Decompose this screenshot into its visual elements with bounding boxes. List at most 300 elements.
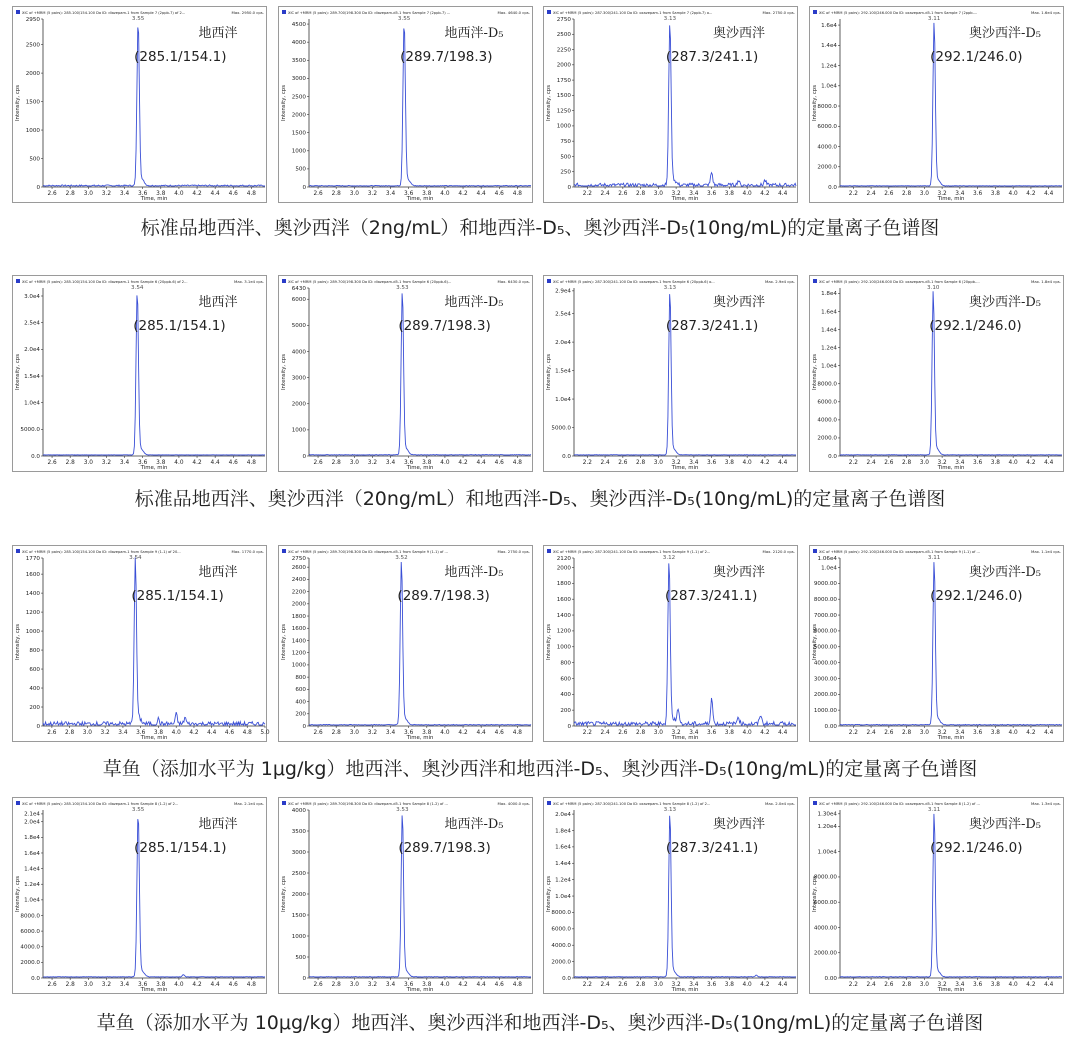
panel-header: XIC of +MRM (5 pairs): 287.300/241.100 Da ID: oxazepam-1 from Sample 9 (1-1) of 2... bbox=[553, 550, 711, 554]
x-tick-label: 4.8 bbox=[512, 191, 523, 197]
compound-name: 地西泮-D₅ bbox=[444, 565, 504, 580]
chromatogram-panel bbox=[278, 275, 533, 472]
peak-retention-label: 3.13 bbox=[663, 285, 677, 291]
chromatogram-trace bbox=[309, 562, 531, 725]
peak-retention-label: 3.55 bbox=[397, 16, 411, 22]
peak-retention-label: 3.55 bbox=[131, 16, 145, 22]
x-tick-label: 3.0 bbox=[653, 982, 663, 988]
y-tick-label: 2500 bbox=[25, 42, 40, 49]
y-tick-label: 1000 bbox=[25, 127, 40, 134]
y-tick-label: 2000 bbox=[291, 112, 306, 119]
x-tick-label: 3.0 bbox=[349, 460, 359, 466]
y-tick-label: 2500 bbox=[291, 94, 306, 101]
y-tick-label: 1.2e4 bbox=[24, 882, 40, 889]
y-tick-label: 4000.0 bbox=[551, 943, 571, 950]
y-tick-label: 4000 bbox=[291, 349, 306, 356]
y-tick-label: 500 bbox=[295, 954, 306, 961]
y-tick-label: 1400 bbox=[25, 590, 40, 597]
y-tick-label: 4000.0 bbox=[817, 144, 837, 151]
y-tick-label: 500 bbox=[560, 154, 571, 161]
y-tick-label: 2000 bbox=[556, 565, 571, 572]
x-tick-label: 4.4 bbox=[207, 730, 217, 736]
x-tick-label: 2.4 bbox=[866, 191, 876, 197]
x-tick-label: 3.8 bbox=[156, 191, 166, 197]
panel-header: XIC of +MRM (5 pairs): 292.100/246.000 Da ID: oxazepam-d5-1 from Sample 8 (1-2) of ... bbox=[819, 802, 980, 806]
x-tick-label: 3.6 bbox=[404, 460, 414, 466]
x-tick-label: 3.4 bbox=[955, 982, 965, 988]
x-tick-label: 4.0 bbox=[440, 982, 450, 988]
chromatogram-panel bbox=[809, 275, 1064, 472]
panel-header: XIC of +MRM (5 pairs): 292.100/246.000 Da ID: oxazepam-d5-1 from Sample 9 (1-1) of ... bbox=[819, 550, 980, 554]
x-tick-label: 3.8 bbox=[990, 730, 1001, 736]
x-tick-label: 4.2 bbox=[760, 460, 770, 466]
peak-retention-label: 3.10 bbox=[927, 285, 940, 291]
y-tick-label: 1800 bbox=[556, 581, 571, 588]
panel-header: XIC of +MRM (5 pairs): 287.300/241.100 Da ID: oxazepam-1 from Sample 6 (20ppb-6) o... bbox=[553, 280, 715, 284]
y-tick-label: 1.0e4 bbox=[821, 83, 837, 90]
x-axis-label: Time, min bbox=[406, 465, 434, 471]
chromatogram-svg bbox=[279, 798, 534, 995]
y-tick-label: 1.2e4 bbox=[821, 63, 837, 70]
x-tick-label: 3.2 bbox=[101, 460, 112, 466]
chromatogram-svg bbox=[13, 7, 268, 204]
mrm-transition: (292.1/246.0) bbox=[930, 840, 1023, 856]
x-tick-label: 3.0 bbox=[349, 730, 359, 736]
y-tick-label: 200 bbox=[29, 704, 40, 711]
y-tick-label: 0.00 bbox=[824, 975, 837, 982]
x-tick-label: 4.2 bbox=[1026, 730, 1036, 736]
x-tick-label: 4.8 bbox=[242, 730, 252, 736]
chromatogram-panel bbox=[12, 797, 267, 994]
x-tick-label: 3.0 bbox=[919, 191, 929, 197]
y-tick-label: 250 bbox=[560, 169, 571, 176]
y-tick-label: 0 bbox=[567, 723, 571, 730]
chromatogram-trace bbox=[43, 557, 265, 725]
header-marker-icon bbox=[547, 549, 551, 553]
chromatogram-trace bbox=[840, 23, 1062, 186]
x-tick-label: 2.6 bbox=[618, 460, 628, 466]
x-tick-label: 2.6 bbox=[313, 982, 323, 988]
header-marker-icon bbox=[282, 10, 286, 14]
chromatogram-svg bbox=[810, 546, 1065, 743]
x-tick-label: 2.6 bbox=[884, 191, 894, 197]
y-tick-label: 1.0e4 bbox=[821, 565, 837, 572]
x-tick-label: 2.4 bbox=[866, 982, 876, 988]
chromatogram-panel bbox=[12, 6, 267, 203]
y-tick-label: 0.0 bbox=[562, 975, 571, 982]
x-axis-label: Time, min bbox=[140, 196, 168, 202]
x-tick-label: 4.4 bbox=[1044, 982, 1054, 988]
x-tick-label: 4.2 bbox=[1026, 191, 1036, 197]
x-tick-label: 3.4 bbox=[385, 982, 396, 988]
x-tick-label: 2.6 bbox=[884, 982, 894, 988]
max-intensity: Max. 1.6e4 cps. bbox=[1031, 10, 1061, 15]
y-tick-label: 6000.00 bbox=[813, 628, 837, 635]
panel-header: XIC of +MRM (5 pairs): 289.700/198.300 Da ID: diazepam-d5-1 from Sample 6 (20ppb-6)... bbox=[288, 280, 452, 284]
mrm-transition: (285.1/154.1) bbox=[134, 840, 227, 856]
x-tick-label: 2.6 bbox=[884, 460, 894, 466]
y-tick-label: 2000 bbox=[556, 62, 571, 69]
y-tick-label: 6000.0 bbox=[20, 928, 40, 935]
x-tick-label: 3.0 bbox=[349, 982, 359, 988]
peak-retention-label: 3.11 bbox=[927, 807, 941, 813]
chromatogram-svg bbox=[544, 276, 799, 473]
x-tick-label: 2.8 bbox=[331, 982, 341, 988]
x-tick-label: 4.8 bbox=[246, 460, 257, 466]
chromatogram-svg bbox=[279, 276, 534, 473]
x-tick-label: 3.2 bbox=[367, 191, 378, 197]
x-tick-label: 3.2 bbox=[367, 730, 378, 736]
x-tick-label: 4.0 bbox=[174, 460, 184, 466]
y-tick-label: 1.2e4 bbox=[821, 345, 837, 352]
x-tick-label: 2.6 bbox=[47, 191, 57, 197]
chromatogram-panel bbox=[278, 6, 533, 203]
y-tick-label: 5000.0 bbox=[551, 425, 571, 432]
y-axis-label: Intensity, cps bbox=[812, 623, 818, 661]
y-axis-label: Intensity, cps bbox=[15, 875, 21, 913]
y-tick-label: 2500 bbox=[556, 32, 571, 39]
x-tick-label: 3.4 bbox=[689, 460, 699, 466]
x-tick-label: 3.8 bbox=[990, 460, 1001, 466]
y-tick-label: 800 bbox=[29, 647, 40, 654]
x-tick-label: 3.8 bbox=[156, 982, 166, 988]
y-tick-label: 1600 bbox=[25, 571, 40, 578]
peak-retention-label: 3.52 bbox=[395, 555, 408, 561]
y-axis-label: Intensity, cps bbox=[812, 84, 818, 122]
y-tick-label: 3000.00 bbox=[813, 676, 837, 683]
x-tick-label: 4.8 bbox=[512, 460, 523, 466]
x-tick-label: 2.8 bbox=[901, 982, 912, 988]
row-caption: 标准品地西泮、奥沙西泮（20ng/mL）和地西泮-D₅、奥沙西泮-D₅(10ng/mL)的定量离子色谱图 bbox=[134, 488, 946, 510]
y-tick-label: 9000.00 bbox=[813, 581, 837, 588]
y-tick-label: 1000 bbox=[25, 628, 40, 635]
x-tick-label: 3.8 bbox=[422, 191, 432, 197]
x-tick-label: 4.4 bbox=[210, 191, 220, 197]
y-tick-label: 1.6e4 bbox=[555, 844, 571, 851]
x-tick-label: 3.2 bbox=[101, 982, 112, 988]
y-axis-label: Intensity, cps bbox=[281, 875, 287, 913]
x-tick-label: 3.0 bbox=[82, 730, 93, 736]
x-axis-label: Time, min bbox=[937, 196, 965, 202]
x-tick-label: 3.4 bbox=[955, 460, 965, 466]
x-tick-label: 3.8 bbox=[422, 730, 432, 736]
y-tick-label: 1000 bbox=[291, 933, 306, 940]
x-tick-label: 2.2 bbox=[582, 191, 592, 197]
x-tick-label: 2.2 bbox=[848, 191, 858, 197]
x-tick-label: 4.0 bbox=[742, 191, 752, 197]
y-tick-label: 800 bbox=[560, 660, 571, 667]
y-axis-label: Intensity, cps bbox=[812, 353, 818, 391]
x-tick-label: 3.0 bbox=[653, 191, 663, 197]
y-tick-label: 0 bbox=[36, 184, 40, 191]
x-tick-label: 3.0 bbox=[919, 982, 929, 988]
x-tick-label: 3.2 bbox=[937, 191, 947, 197]
y-tick-label: 4500 bbox=[291, 21, 306, 28]
x-tick-label: 3.4 bbox=[119, 191, 130, 197]
panel-header: XIC of +MRM (5 pairs): 285.100/154.100 Da ID: diazepam-1 from Sample 8 (1-2) of 2... bbox=[22, 802, 179, 806]
peak-retention-label: 3.53 bbox=[396, 807, 409, 813]
y-tick-label: 1.4e4 bbox=[821, 327, 837, 334]
x-tick-label: 2.8 bbox=[901, 730, 912, 736]
x-tick-label: 3.4 bbox=[118, 730, 128, 736]
y-tick-label: 6000 bbox=[291, 297, 306, 304]
y-tick-label: 1000 bbox=[291, 662, 306, 669]
mrm-transition: (289.7/198.3) bbox=[398, 840, 491, 856]
x-tick-label: 4.8 bbox=[512, 730, 523, 736]
x-tick-label: 2.6 bbox=[884, 730, 894, 736]
x-tick-label: 3.0 bbox=[919, 460, 929, 466]
max-intensity: Max. 1.1e4 cps. bbox=[1031, 549, 1061, 554]
x-tick-label: 2.8 bbox=[65, 982, 75, 988]
chromatogram-trace bbox=[840, 562, 1062, 725]
x-tick-label: 2.8 bbox=[331, 460, 341, 466]
y-tick-label: 1200 bbox=[291, 650, 306, 657]
x-tick-label: 3.6 bbox=[707, 460, 717, 466]
x-tick-label: 2.4 bbox=[866, 460, 876, 466]
y-tick-label: 1770 bbox=[25, 555, 40, 562]
x-tick-label: 3.0 bbox=[83, 460, 93, 466]
x-tick-label: 3.6 bbox=[138, 460, 148, 466]
y-tick-label: 8000.0 bbox=[817, 381, 837, 388]
panel-header: XIC of +MRM (5 pairs): 287.300/241.100 Da ID: oxazepam-1 from Sample 8 (1-2) of 2... bbox=[553, 802, 711, 806]
chromatogram-panel bbox=[12, 275, 267, 472]
y-tick-label: 2200 bbox=[291, 589, 306, 596]
x-tick-label: 3.2 bbox=[937, 460, 947, 466]
x-tick-label: 3.8 bbox=[422, 982, 432, 988]
x-tick-label: 3.6 bbox=[973, 730, 983, 736]
y-tick-label: 1250 bbox=[556, 108, 571, 115]
x-tick-label: 3.6 bbox=[707, 191, 717, 197]
y-tick-label: 1.06e4 bbox=[817, 555, 837, 562]
y-tick-label: 0 bbox=[36, 723, 40, 730]
x-axis-label: Time, min bbox=[406, 987, 434, 993]
compound-name: 奥沙西泮-D₅ bbox=[968, 26, 1042, 41]
x-tick-label: 3.2 bbox=[671, 730, 681, 736]
x-tick-label: 4.4 bbox=[476, 730, 486, 736]
y-tick-label: 600 bbox=[560, 676, 571, 683]
chromatogram-panel bbox=[12, 545, 270, 742]
x-tick-label: 4.6 bbox=[228, 191, 238, 197]
y-tick-label: 2120 bbox=[556, 555, 571, 562]
x-tick-label: 4.0 bbox=[440, 460, 450, 466]
x-tick-label: 2.8 bbox=[65, 460, 75, 466]
x-tick-label: 3.6 bbox=[404, 982, 414, 988]
y-tick-label: 2000 bbox=[291, 601, 306, 608]
y-tick-label: 600 bbox=[295, 687, 306, 694]
peak-retention-label: 3.11 bbox=[927, 555, 941, 561]
y-tick-label: 750 bbox=[560, 138, 571, 145]
chromatogram-panel bbox=[543, 545, 798, 742]
chromatogram-svg bbox=[544, 798, 799, 995]
y-axis-label: Intensity, cps bbox=[546, 353, 552, 391]
y-tick-label: 1500 bbox=[25, 99, 40, 106]
y-tick-label: 6000.0 bbox=[817, 124, 837, 131]
y-tick-label: 8000.0 bbox=[551, 910, 571, 917]
x-tick-label: 4.6 bbox=[494, 191, 504, 197]
x-tick-label: 2.6 bbox=[47, 460, 57, 466]
y-axis-label: Intensity, cps bbox=[546, 84, 552, 122]
x-axis-label: Time, min bbox=[937, 735, 965, 741]
y-tick-label: 1200 bbox=[556, 628, 571, 635]
x-tick-label: 2.4 bbox=[600, 730, 610, 736]
y-tick-label: 2.0e4 bbox=[555, 339, 571, 346]
y-tick-label: 400 bbox=[29, 685, 40, 692]
chromatogram-svg bbox=[279, 546, 534, 743]
y-axis-label: Intensity, cps bbox=[15, 353, 21, 391]
y-tick-label: 500 bbox=[295, 166, 306, 173]
x-tick-label: 3.4 bbox=[385, 460, 396, 466]
x-tick-label: 4.6 bbox=[224, 730, 235, 736]
mrm-transition: (287.3/241.1) bbox=[665, 49, 759, 65]
x-tick-label: 3.4 bbox=[119, 982, 130, 988]
y-tick-label: 1.20e4 bbox=[817, 824, 837, 831]
y-tick-label: 200 bbox=[295, 711, 306, 718]
y-tick-label: 2000 bbox=[25, 70, 40, 77]
max-intensity: Max. 2950.0 cps. bbox=[231, 10, 264, 15]
mrm-transition: (285.1/154.1) bbox=[134, 49, 227, 65]
x-tick-label: 3.0 bbox=[653, 460, 663, 466]
y-tick-label: 6000.00 bbox=[813, 900, 837, 907]
x-tick-label: 4.4 bbox=[210, 982, 220, 988]
y-tick-label: 1.0e4 bbox=[555, 893, 571, 900]
x-tick-label: 3.6 bbox=[973, 460, 983, 466]
y-tick-label: 1.4e4 bbox=[555, 861, 571, 868]
x-tick-label: 2.6 bbox=[618, 982, 628, 988]
y-tick-label: 500 bbox=[29, 156, 40, 163]
x-tick-label: 2.6 bbox=[618, 191, 628, 197]
y-tick-label: 600 bbox=[29, 666, 40, 673]
y-tick-label: 200 bbox=[560, 707, 571, 714]
chromatogram-svg bbox=[13, 798, 268, 995]
x-tick-label: 4.0 bbox=[174, 982, 184, 988]
header-marker-icon bbox=[813, 801, 817, 805]
y-tick-label: 1400 bbox=[556, 612, 571, 619]
max-intensity: Max. 2120.0 cps. bbox=[762, 549, 795, 554]
x-tick-label: 4.0 bbox=[742, 730, 752, 736]
y-axis-label: Intensity, cps bbox=[281, 623, 287, 661]
y-tick-label: 1.6e4 bbox=[821, 309, 837, 316]
x-tick-label: 3.4 bbox=[385, 730, 396, 736]
max-intensity: Max. 2.1e4 cps. bbox=[234, 801, 264, 806]
x-tick-label: 4.4 bbox=[778, 982, 788, 988]
y-tick-label: 1200 bbox=[25, 609, 40, 616]
peak-retention-label: 3.11 bbox=[927, 16, 941, 22]
mrm-transition: (285.1/154.1) bbox=[131, 588, 224, 604]
x-tick-label: 3.2 bbox=[100, 730, 110, 736]
x-tick-label: 2.6 bbox=[313, 191, 323, 197]
y-tick-label: 2600 bbox=[291, 564, 306, 571]
chromatogram-panel bbox=[278, 797, 533, 994]
y-tick-label: 1.0e4 bbox=[24, 400, 40, 407]
header-marker-icon bbox=[547, 279, 551, 283]
mrm-transition: (292.1/246.0) bbox=[930, 49, 1023, 65]
x-tick-label: 2.6 bbox=[313, 730, 323, 736]
x-axis-label: Time, min bbox=[937, 987, 965, 993]
header-marker-icon bbox=[547, 801, 551, 805]
x-tick-label: 3.0 bbox=[83, 191, 93, 197]
peak-retention-label: 3.54 bbox=[129, 555, 142, 561]
peak-retention-label: 3.54 bbox=[131, 285, 144, 291]
y-tick-label: 0.0 bbox=[31, 453, 40, 460]
header-marker-icon bbox=[813, 279, 817, 283]
x-tick-label: 2.8 bbox=[635, 460, 646, 466]
y-tick-label: 1.00e4 bbox=[817, 849, 837, 856]
panel-header: XIC of +MRM (5 pairs): 287.300/241.100 Da ID: oxazepam-1 from Sample 7 (2ppb-7) o... bbox=[553, 11, 713, 15]
y-tick-label: 3500 bbox=[291, 828, 306, 835]
x-tick-label: 3.0 bbox=[83, 982, 93, 988]
y-tick-label: 2.5e4 bbox=[555, 311, 571, 318]
y-tick-label: 6000.0 bbox=[817, 399, 837, 406]
x-tick-label: 4.4 bbox=[476, 460, 486, 466]
y-tick-label: 0 bbox=[567, 184, 571, 191]
x-tick-label: 3.6 bbox=[404, 191, 414, 197]
x-tick-label: 4.0 bbox=[1008, 460, 1018, 466]
x-tick-label: 2.2 bbox=[848, 460, 858, 466]
y-tick-label: 2400 bbox=[291, 577, 306, 584]
y-tick-label: 0.00 bbox=[824, 723, 837, 730]
y-tick-label: 3000 bbox=[291, 375, 306, 382]
y-tick-label: 7000.00 bbox=[813, 612, 837, 619]
chromatogram-svg bbox=[544, 7, 799, 204]
x-tick-label: 3.4 bbox=[689, 730, 699, 736]
y-tick-label: 1.8e4 bbox=[555, 828, 571, 835]
chromatogram-svg bbox=[544, 546, 799, 743]
chromatogram-svg bbox=[279, 7, 534, 204]
y-tick-label: 1.4e4 bbox=[821, 43, 837, 50]
x-tick-label: 4.4 bbox=[210, 460, 220, 466]
peak-retention-label: 3.13 bbox=[663, 16, 677, 22]
x-tick-label: 4.2 bbox=[760, 730, 770, 736]
x-tick-label: 4.2 bbox=[192, 460, 202, 466]
y-axis-label: Intensity, cps bbox=[15, 84, 21, 122]
y-tick-label: 1000 bbox=[291, 148, 306, 155]
y-tick-label: 2000.0 bbox=[551, 959, 571, 966]
y-tick-label: 8000.0 bbox=[817, 103, 837, 110]
chromatogram-svg bbox=[810, 276, 1065, 473]
x-tick-label: 4.6 bbox=[228, 460, 238, 466]
compound-name: 奥沙西泮 bbox=[712, 565, 766, 580]
y-tick-label: 4000.00 bbox=[813, 925, 837, 932]
y-tick-label: 2.0e4 bbox=[24, 347, 40, 354]
panel-header: XIC of +MRM (5 pairs): 289.700/198.300 Da ID: diazepam-d5-1 from Sample 8 (1-2) of ... bbox=[288, 802, 448, 806]
x-tick-label: 2.8 bbox=[635, 191, 646, 197]
x-tick-label: 3.4 bbox=[119, 460, 130, 466]
y-tick-label: 6430 bbox=[291, 285, 306, 292]
peak-retention-label: 3.12 bbox=[662, 555, 676, 561]
y-tick-label: 2750 bbox=[291, 555, 306, 562]
x-tick-label: 2.2 bbox=[582, 982, 592, 988]
chromatogram-panel bbox=[543, 797, 798, 994]
chromatogram-panel bbox=[543, 6, 798, 203]
x-tick-label: 4.4 bbox=[1044, 191, 1054, 197]
y-tick-label: 1.8e4 bbox=[821, 291, 837, 298]
x-tick-label: 4.2 bbox=[189, 730, 199, 736]
x-tick-label: 4.4 bbox=[1044, 460, 1054, 466]
y-axis-label: Intensity, cps bbox=[15, 623, 21, 661]
x-tick-label: 3.2 bbox=[671, 460, 681, 466]
x-tick-label: 4.4 bbox=[778, 191, 788, 197]
header-marker-icon bbox=[16, 801, 20, 805]
x-tick-label: 4.2 bbox=[760, 982, 770, 988]
y-tick-label: 1800 bbox=[291, 613, 306, 620]
y-tick-label: 2000.00 bbox=[813, 692, 837, 699]
y-tick-label: 1.0e4 bbox=[24, 897, 40, 904]
x-tick-label: 3.4 bbox=[955, 730, 965, 736]
x-tick-label: 4.8 bbox=[246, 982, 257, 988]
x-axis-label: Time, min bbox=[406, 196, 434, 202]
panel-header: XIC of +MRM (5 pairs): 292.100/246.000 Da ID: oxazepam-d5-1 from Sample 6 (20ppb-... bbox=[819, 280, 980, 284]
chromatogram-panel bbox=[809, 545, 1064, 742]
